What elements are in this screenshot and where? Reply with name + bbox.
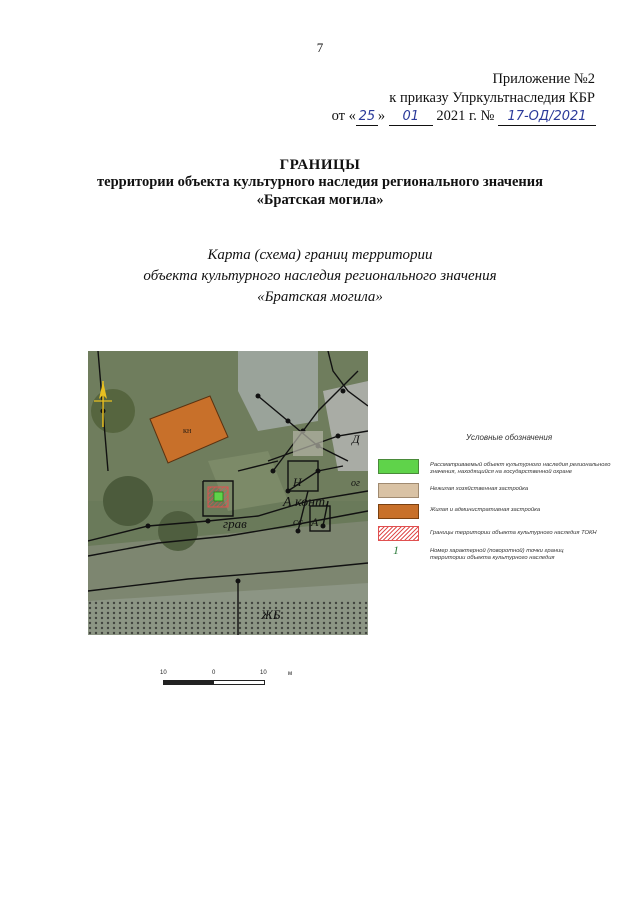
date-prefix: от « — [331, 108, 356, 124]
appendix-title: Приложение №2 — [492, 71, 595, 87]
handwritten-day: 25 — [356, 109, 378, 126]
legend-text: Жилая и административная застройка — [430, 507, 541, 513]
map-label-zhb: ЖБ — [261, 607, 281, 622]
map-label-grav: грав — [223, 516, 247, 531]
territory-map — [88, 351, 368, 635]
handwritten-month: 01 — [389, 109, 433, 126]
legend-text: Номер характерной (поворотной) точки границ территории объекта культурного наследия — [430, 548, 564, 561]
legend-text: Нежилая хозяйственная застройка — [430, 486, 529, 492]
legend-swatch-beige — [378, 483, 419, 498]
scale-unit: м — [288, 671, 293, 677]
object-name: «Братская могила» — [256, 192, 384, 208]
legend-swatch-brown — [378, 504, 419, 519]
legend-text: Границы территории объекта культурного наследия ТОКН — [430, 530, 597, 536]
map-caption-line3: «Братская могила» — [257, 289, 383, 305]
date-mid: » — [377, 108, 386, 124]
scale-label-mid: 0 — [212, 670, 216, 676]
map-label-a2: А — [311, 515, 319, 529]
appendix-order: к приказу Упркультнаследия КБР — [389, 90, 595, 106]
appendix-date-line — [332, 107, 596, 126]
legend-text: Рассматриваемый объект культурного наследия регионального значения, находящийся на государственной охране — [430, 462, 611, 475]
map-label-sc: сс — [293, 516, 303, 528]
map-label-n: Н — [293, 475, 302, 489]
map-label-a-kont: А конт. — [283, 495, 329, 510]
date-year: 2021 г. № — [436, 108, 495, 124]
legend-swatch-green — [378, 459, 419, 474]
scale-label-right: 10 — [260, 670, 267, 676]
map-label-building: КН — [183, 429, 192, 435]
scale-bar — [160, 670, 300, 700]
doc-title: ГРАНИЦЫ — [279, 157, 361, 173]
scale-ruler — [163, 680, 265, 685]
handwritten-number: 17-ОД/2021 — [498, 109, 596, 126]
map-label-og: ог — [351, 478, 360, 489]
map-caption-line2: объекта культурного наследия регионального значения — [143, 268, 497, 284]
map-label-d: Д — [352, 432, 360, 446]
doc-subtitle: территории объекта культурного наследия регионального значения — [97, 174, 543, 190]
map-caption-line1: Карта (схема) границ территории — [207, 247, 433, 263]
scale-label-left: 10 — [160, 670, 167, 676]
legend-title: Условные обозначения — [466, 433, 553, 442]
legend-swatch-hatch — [378, 526, 419, 541]
page-number: 7 — [316, 40, 324, 55]
legend-point-symbol: 1 — [393, 543, 399, 557]
